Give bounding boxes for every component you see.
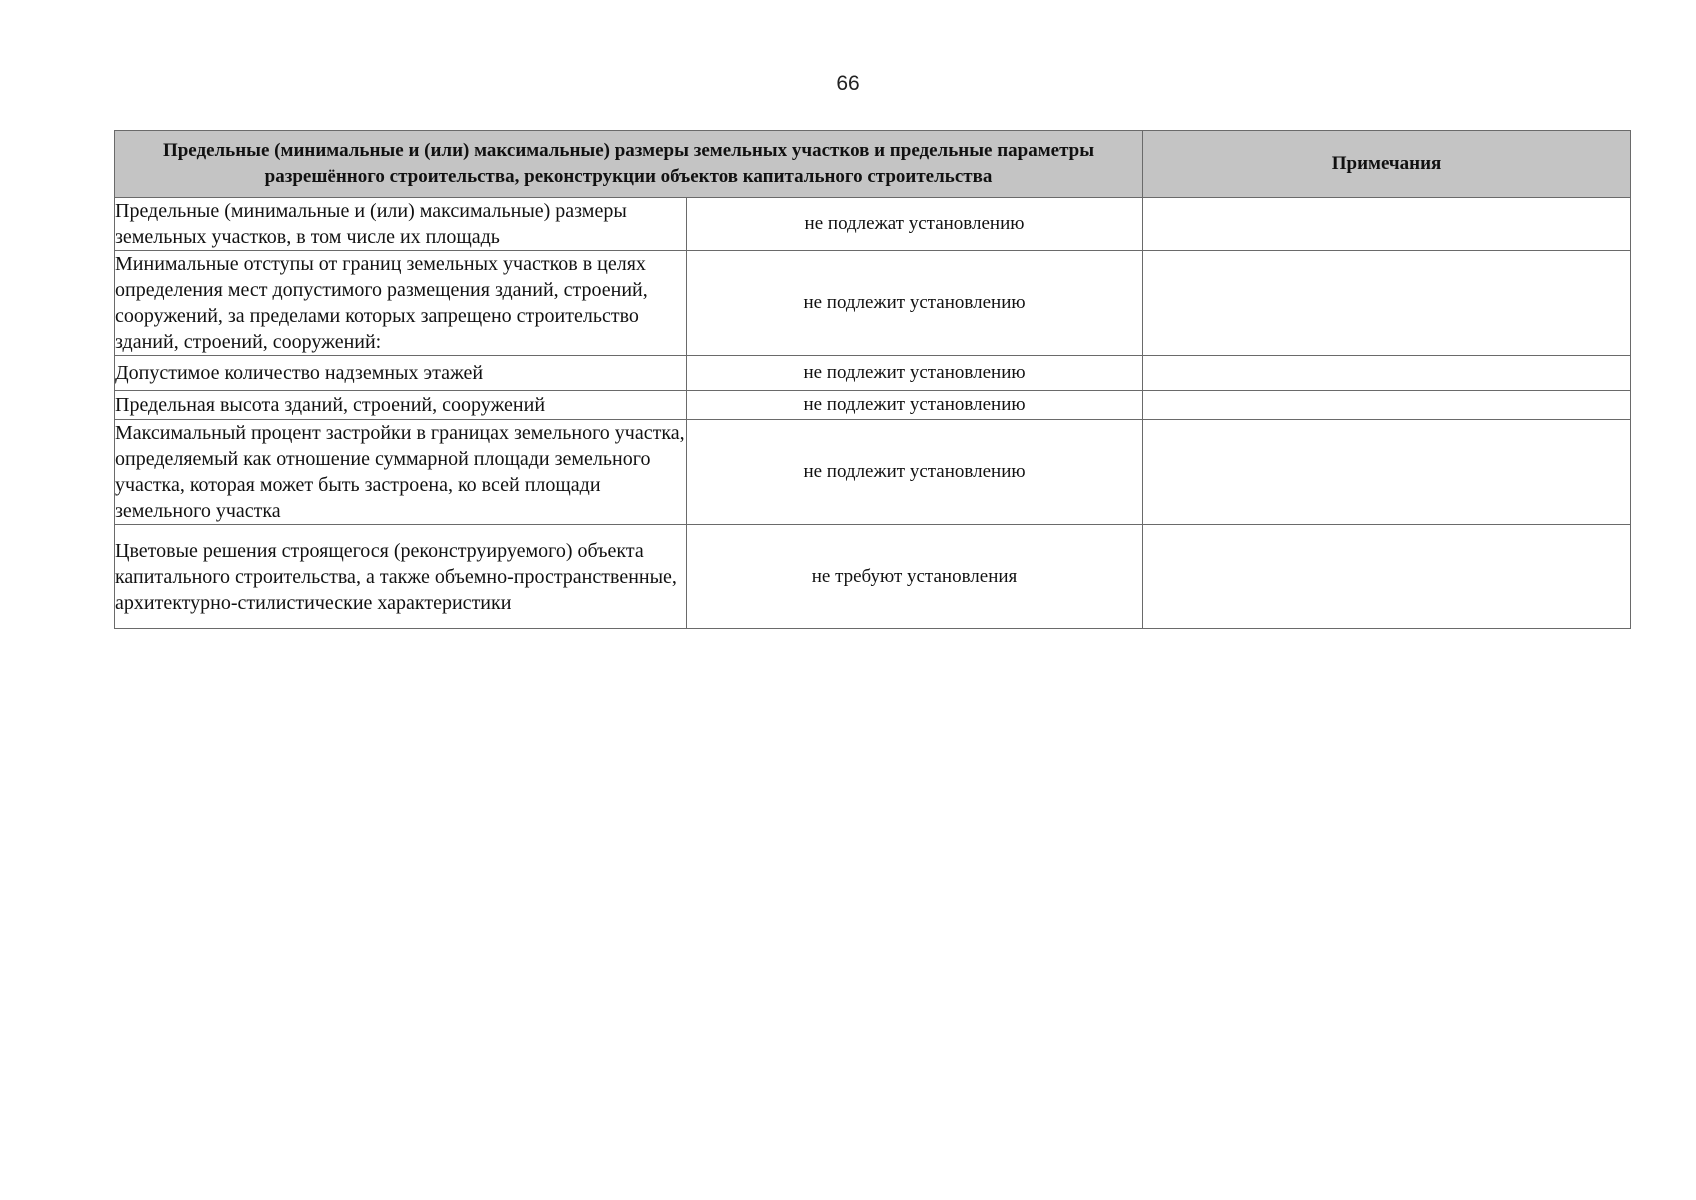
table-row <box>115 356 1631 391</box>
param-cell: Предельные (минимальные и (или) максимальные) размеры земельных участков, в том числе их площадь <box>115 198 687 251</box>
value-cell: не требуют установления <box>687 525 1143 629</box>
parameters-table <box>114 130 1631 629</box>
notes-header-cell: Примечания <box>1143 131 1631 198</box>
note-cell <box>1143 525 1631 629</box>
page-number: 66 <box>836 72 860 95</box>
table-row <box>115 251 1631 356</box>
value-cell: не подлежит установлению <box>687 420 1143 525</box>
params-header-cell: Предельные (минимальные и (или) максимальные) размеры земельных участков и предельные параметры разрешённого строительства, реконструкции объектов капитального строительства <box>115 131 1143 198</box>
value-cell: не подлежит установлению <box>687 356 1143 391</box>
table-header-row <box>115 131 1631 198</box>
value-cell: не подлежит установлению <box>687 391 1143 420</box>
param-cell: Минимальные отступы от границ земельных участков в целях определения мест допустимого размещения зданий, строений, сооружений, за пределами которых запрещено строительство зданий, строений, сооружений: <box>115 251 687 356</box>
note-cell <box>1143 356 1631 391</box>
param-cell: Допустимое количество надземных этажей <box>115 356 687 391</box>
param-cell: Предельная высота зданий, строений, сооружений <box>115 391 687 420</box>
table-row <box>115 198 1631 251</box>
value-cell: не подлежит установлению <box>687 251 1143 356</box>
note-cell <box>1143 420 1631 525</box>
value-cell: не подлежат установлению <box>687 198 1143 251</box>
table-row <box>115 420 1631 525</box>
note-cell <box>1143 198 1631 251</box>
note-cell <box>1143 251 1631 356</box>
param-cell: Цветовые решения строящегося (реконструируемого) объекта капитального строительства, а также объемно-пространственные, архитектурно-стилистические характеристики <box>115 525 687 629</box>
table-row <box>115 525 1631 629</box>
note-cell <box>1143 391 1631 420</box>
table-row <box>115 391 1631 420</box>
param-cell: Максимальный процент застройки в границах земельного участка, определяемый как отношение суммарной площади земельного участка, которая может быть застроена, ко всей площади земельного участка <box>115 420 687 525</box>
